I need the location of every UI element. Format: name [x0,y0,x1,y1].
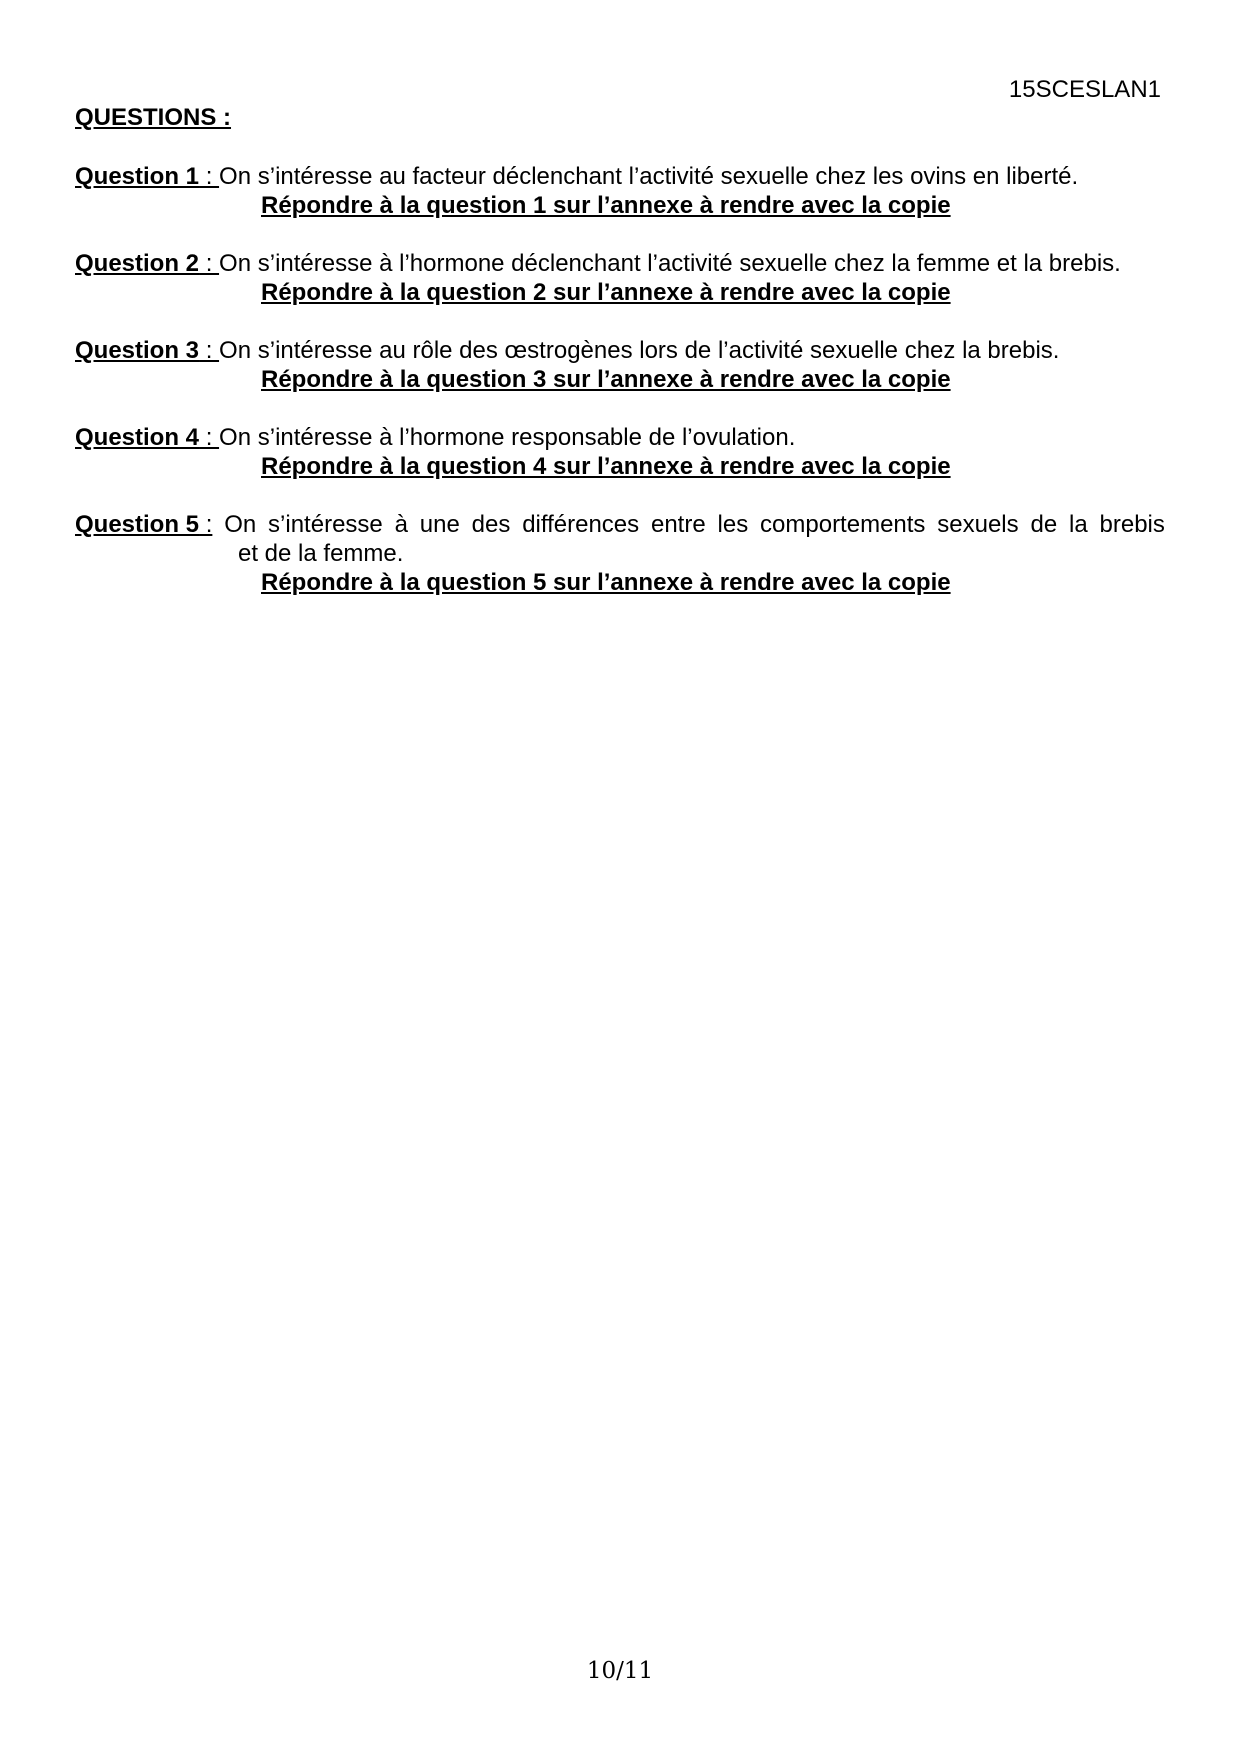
question-3-answer-instruction: Répondre à la question 3 sur l’annexe à rendre avec la copie [261,366,951,393]
question-1-text: On s’intéresse au facteur déclenchant l’activité sexuelle chez les ovins en liberté. [219,163,1079,190]
question-5-word: les [717,511,749,538]
question-5-word: On [224,511,257,538]
page-number: 10/11 [586,1658,654,1684]
question-2-label: Question 2 [75,250,200,277]
question-5-text-continuation: et de la femme. [238,540,404,567]
question-5-word: brebis [1099,511,1165,538]
question-3-line [75,336,1165,365]
section-heading: QUESTIONS : [75,104,232,131]
question-5-line [75,510,1165,539]
question-4-line [75,423,1165,452]
question-5-word: de [1030,511,1058,538]
question-2-separator: : [199,250,220,277]
question-5-lead [75,510,212,539]
question-5-word: une [419,511,460,538]
question-5-word: s’intéresse [268,511,383,538]
question-3 [75,336,1165,394]
question-5-word: entre [650,511,706,538]
question-1-answer-instruction: Répondre à la question 1 sur l’annexe à rendre avec la copie [261,192,951,219]
question-5-label: Question 5 [75,511,200,538]
questions-list [75,162,1165,626]
question-1 [75,162,1165,220]
question-4-text: On s’intéresse à l’hormone responsable de l’ovulation. [219,424,796,451]
question-4-answer-instruction: Répondre à la question 4 sur l’annexe à rendre avec la copie [261,453,951,480]
question-5-answer-instruction: Répondre à la question 5 sur l’annexe à rendre avec la copie [261,569,951,596]
question-5-word: des [471,511,511,538]
question-4-label: Question 4 [75,424,200,451]
question-5-word: à [394,511,408,538]
question-5-word: sexuels [937,511,1019,538]
question-5 [75,510,1165,597]
question-2-text: On s’intéresse à l’hormone déclenchant l’activité sexuelle chez la femme et la brebis. [219,250,1121,277]
question-1-label: Question 1 [75,163,200,190]
question-5-separator: : [199,511,213,538]
question-2 [75,249,1165,307]
question-1-separator: : [199,163,220,190]
question-4-separator: : [199,424,220,451]
question-5-word: comportements [760,511,926,538]
question-4 [75,423,1165,481]
question-3-text: On s’intéresse au rôle des œstrogènes lors de l’activité sexuelle chez la brebis. [219,337,1060,364]
question-1-line [75,162,1165,191]
question-2-answer-instruction: Répondre à la question 2 sur l’annexe à rendre avec la copie [261,279,951,306]
question-5-word: la [1069,511,1088,538]
question-2-line [75,249,1165,278]
question-3-separator: : [199,337,220,364]
document-code: 15SCESLAN1 [1008,76,1161,103]
question-3-label: Question 3 [75,337,200,364]
question-5-word: différences [522,511,640,538]
